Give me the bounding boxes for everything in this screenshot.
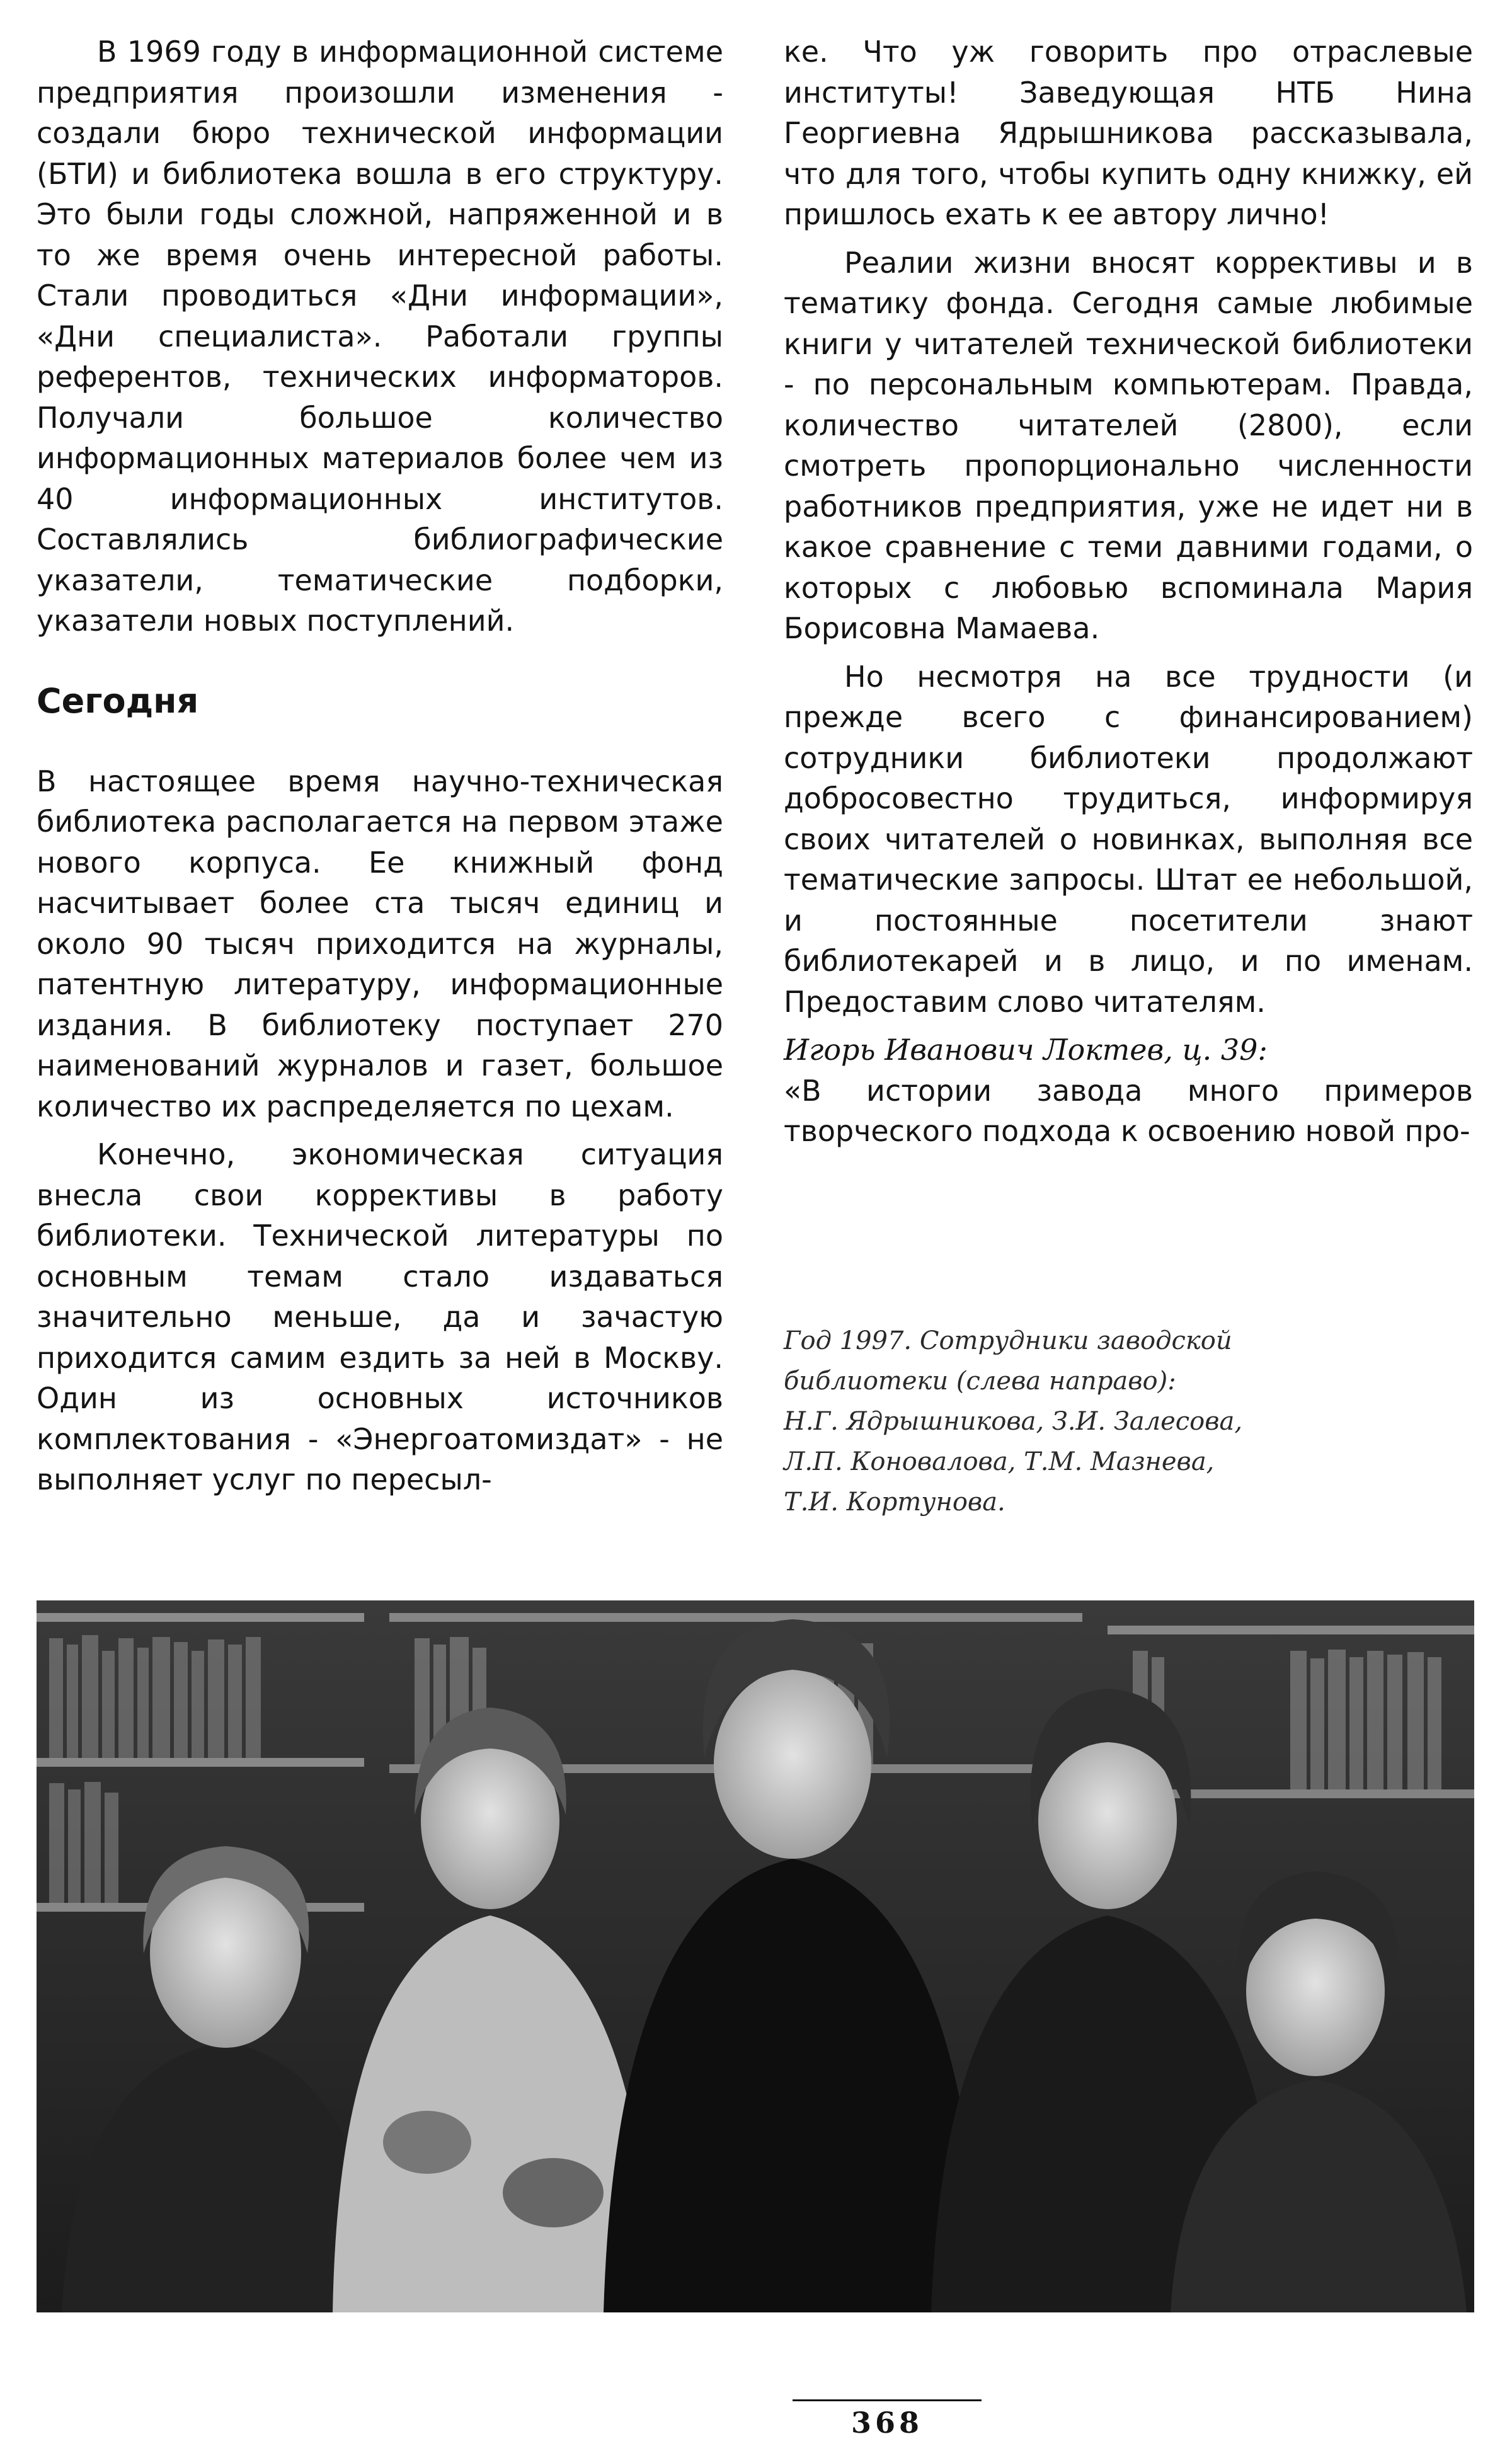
quote-author: Игорь Иванович Локтев, ц. 39: <box>784 1033 1268 1067</box>
left-column <box>37 32 723 1508</box>
caption-line: Т.И. Кортунова. <box>784 1488 1005 1517</box>
caption-line: Л.П. Коновалова, Т.М. Мазнева, <box>784 1447 1215 1476</box>
paragraph-realities: Реалии жизни вносят коррективы и в тематику фонда. Сегодня самые любимые книги у читателей технической библиотеки - по персональным компьютерам. Правда, количество читателей (2800), если смотреть пропорционально численности работников предприятия, уже не идет ни в какое сравнение с теми давними годами, о которых с любовью вспоминала Мария Борисовна Мамаева. <box>784 245 1473 645</box>
paragraph-economic-situation: Конечно, экономическая ситуация внесла свои коррективы в работу библиотеки. Технической литературы по основным темам стало издаваться значительно меньше, да и зачастую приходится самим ездить за ней в Москву. Один из основных источников комплектования - «Энергоатомиздат» - не выполняет услуг по пересыл- <box>37 1137 723 1496</box>
page-number-rule <box>793 2399 982 2401</box>
caption-line: Н.Г. Ядрышникова, З.И. Залесова, <box>784 1407 1243 1436</box>
group-photo <box>37 1600 1474 2312</box>
photo-illustration <box>37 1600 1474 2312</box>
paragraph-institutes: ке. Что уж говорить про отраслевые институты! Заведующая НТБ Нина Георгиевна Ядрышникова рассказывала, что для того, чтобы купить одну книжку, ей пришлось ехать к ее автору лично! <box>784 35 1473 231</box>
caption-line: библиотеки (слева направо): <box>784 1367 1176 1396</box>
reader-quote: «В истории завода много примеров творческого подхода к освоению новой про- <box>784 1073 1473 1148</box>
paragraph-despite-difficulties: Но несмотря на все трудности (и прежде всего с финансированием) сотрудники библиотеки продолжают добросовестно трудиться, информируя своих читателей о новинках, выполняя все тематические запросы. Штат ее небольшой, и постоянные посетители знают библиотекарей и в лицо, и по именам. Предоставим слово читателям. <box>784 659 1473 1019</box>
right-column <box>784 32 1473 1152</box>
paragraph-library-today: В настоящее время научно-техническая библиотека располагается на первом этаже нового корпуса. Ее книжный фонд насчитывает более ста тысяч единиц и около 90 тысяч приходится на журналы, патентную литературу, информационные издания. В библиотеку поступает 270 наименований журналов и газет, большое количество их распределяется по цехам. <box>37 764 723 1123</box>
caption-line: Год 1997. Сотрудники заводской <box>784 1326 1232 1355</box>
photo-caption <box>784 1321 1351 1522</box>
page-number: 368 <box>850 2406 924 2440</box>
paragraph-bti: В 1969 году в информационной системе предприятия произошли изменения - создали бюро технической информации (БТИ) и библиотека вошла в его структуру. Это были годы сложной, напряженной и в то же время очень интересной работы. Стали проводиться «Дни информации», «Дни специалиста». Работали группы референтов, технических информаторов. Получали большое количество информационных материалов более чем из 40 информационных институтов. Составлялись библиографические указатели, тематические подборки, указатели новых поступлений. <box>37 35 723 638</box>
section-heading: Сегодня <box>37 680 199 721</box>
